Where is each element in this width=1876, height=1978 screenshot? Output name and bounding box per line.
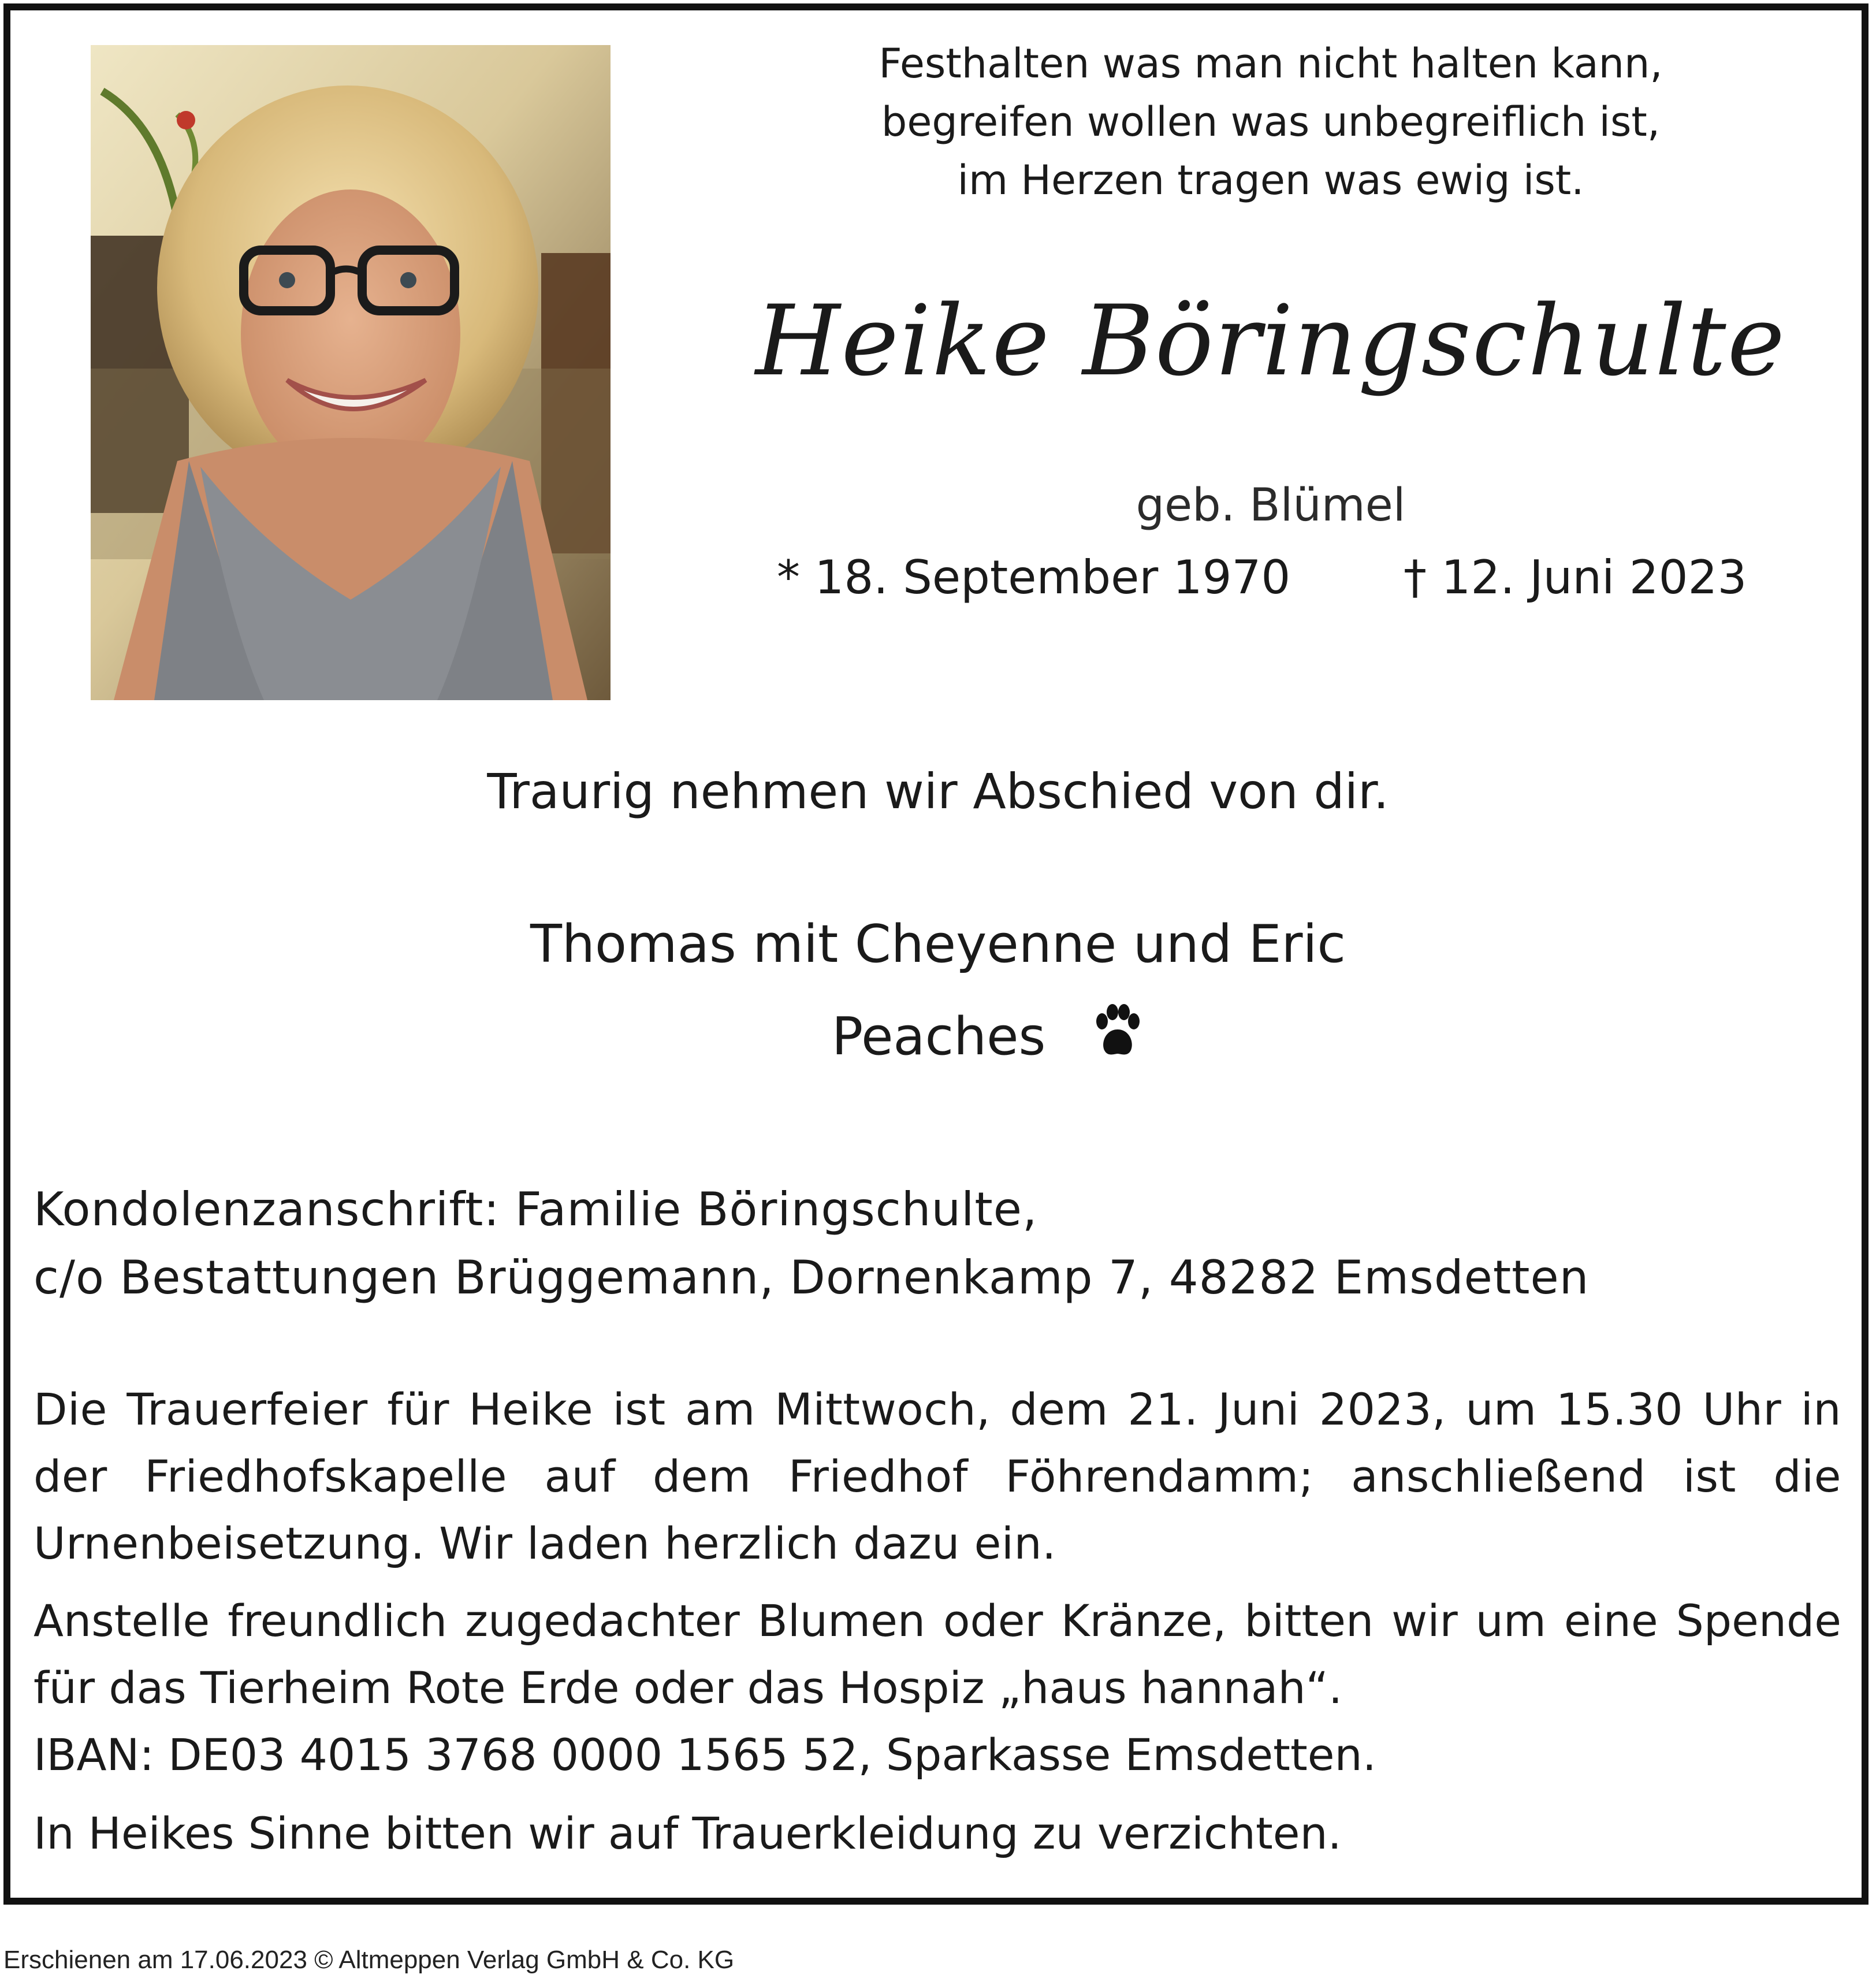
iban-line: IBAN: DE03 4015 3768 0000 1565 52, Sparkasse Emsdetten. — [34, 1729, 1376, 1780]
attire-notice: In Heikes Sinne bitten wir auf Trauerkleidung zu verzichten. — [34, 1808, 1342, 1859]
paw-print-icon — [1092, 1004, 1144, 1059]
publication-footer: Erschienen am 17.06.2023 © Altmeppen Verlag GmbH & Co. KG — [3, 1946, 735, 1974]
donation-notice: Anstelle freundlich zugedachter Blumen oder Kränze, bitten wir um eine Spende für das Tierheim Rote Erde oder das Hospiz „haus hannah“. — [34, 1595, 1841, 1713]
poem-line: Festhalten was man nicht halten kann, — [879, 40, 1663, 87]
maiden-name: geb. Blümel — [1136, 479, 1406, 531]
mourners-pet: Peaches — [832, 1006, 1046, 1067]
mourners-family: Thomas mit Cheyenne und Eric — [530, 914, 1346, 975]
death-date: † 12. Juni 2023 — [1404, 551, 1747, 604]
poem — [751, 35, 1791, 210]
condolence-line: c/o Bestattungen Brüggemann, Dornenkamp 7, 48282 Emsdetten — [34, 1251, 1590, 1304]
poem-line: begreifen wollen was unbegreiflich ist, — [881, 98, 1661, 146]
condolence-address — [34, 1176, 1589, 1312]
deceased-name: Heike Böringschulte — [755, 284, 1786, 397]
poem-line: im Herzen tragen was ewig ist. — [957, 157, 1584, 204]
condolence-line: Kondolenzanschrift: Familie Böringschulte, — [34, 1183, 1038, 1236]
birth-date: * 18. September 1970 — [777, 551, 1291, 604]
farewell-line: Traurig nehmen wir Abschied von dir. — [487, 763, 1389, 820]
portrait-photo — [91, 45, 611, 700]
ceremony-notice: Die Trauerfeier für Heike ist am Mittwoch, dem 21. Juni 2023, um 15.30 Uhr in der Friedhofskapelle auf dem Friedhof Föhrendamm; anschließend ist die Urnenbeisetzung. Wir laden herzlich dazu ein. — [34, 1384, 1841, 1569]
